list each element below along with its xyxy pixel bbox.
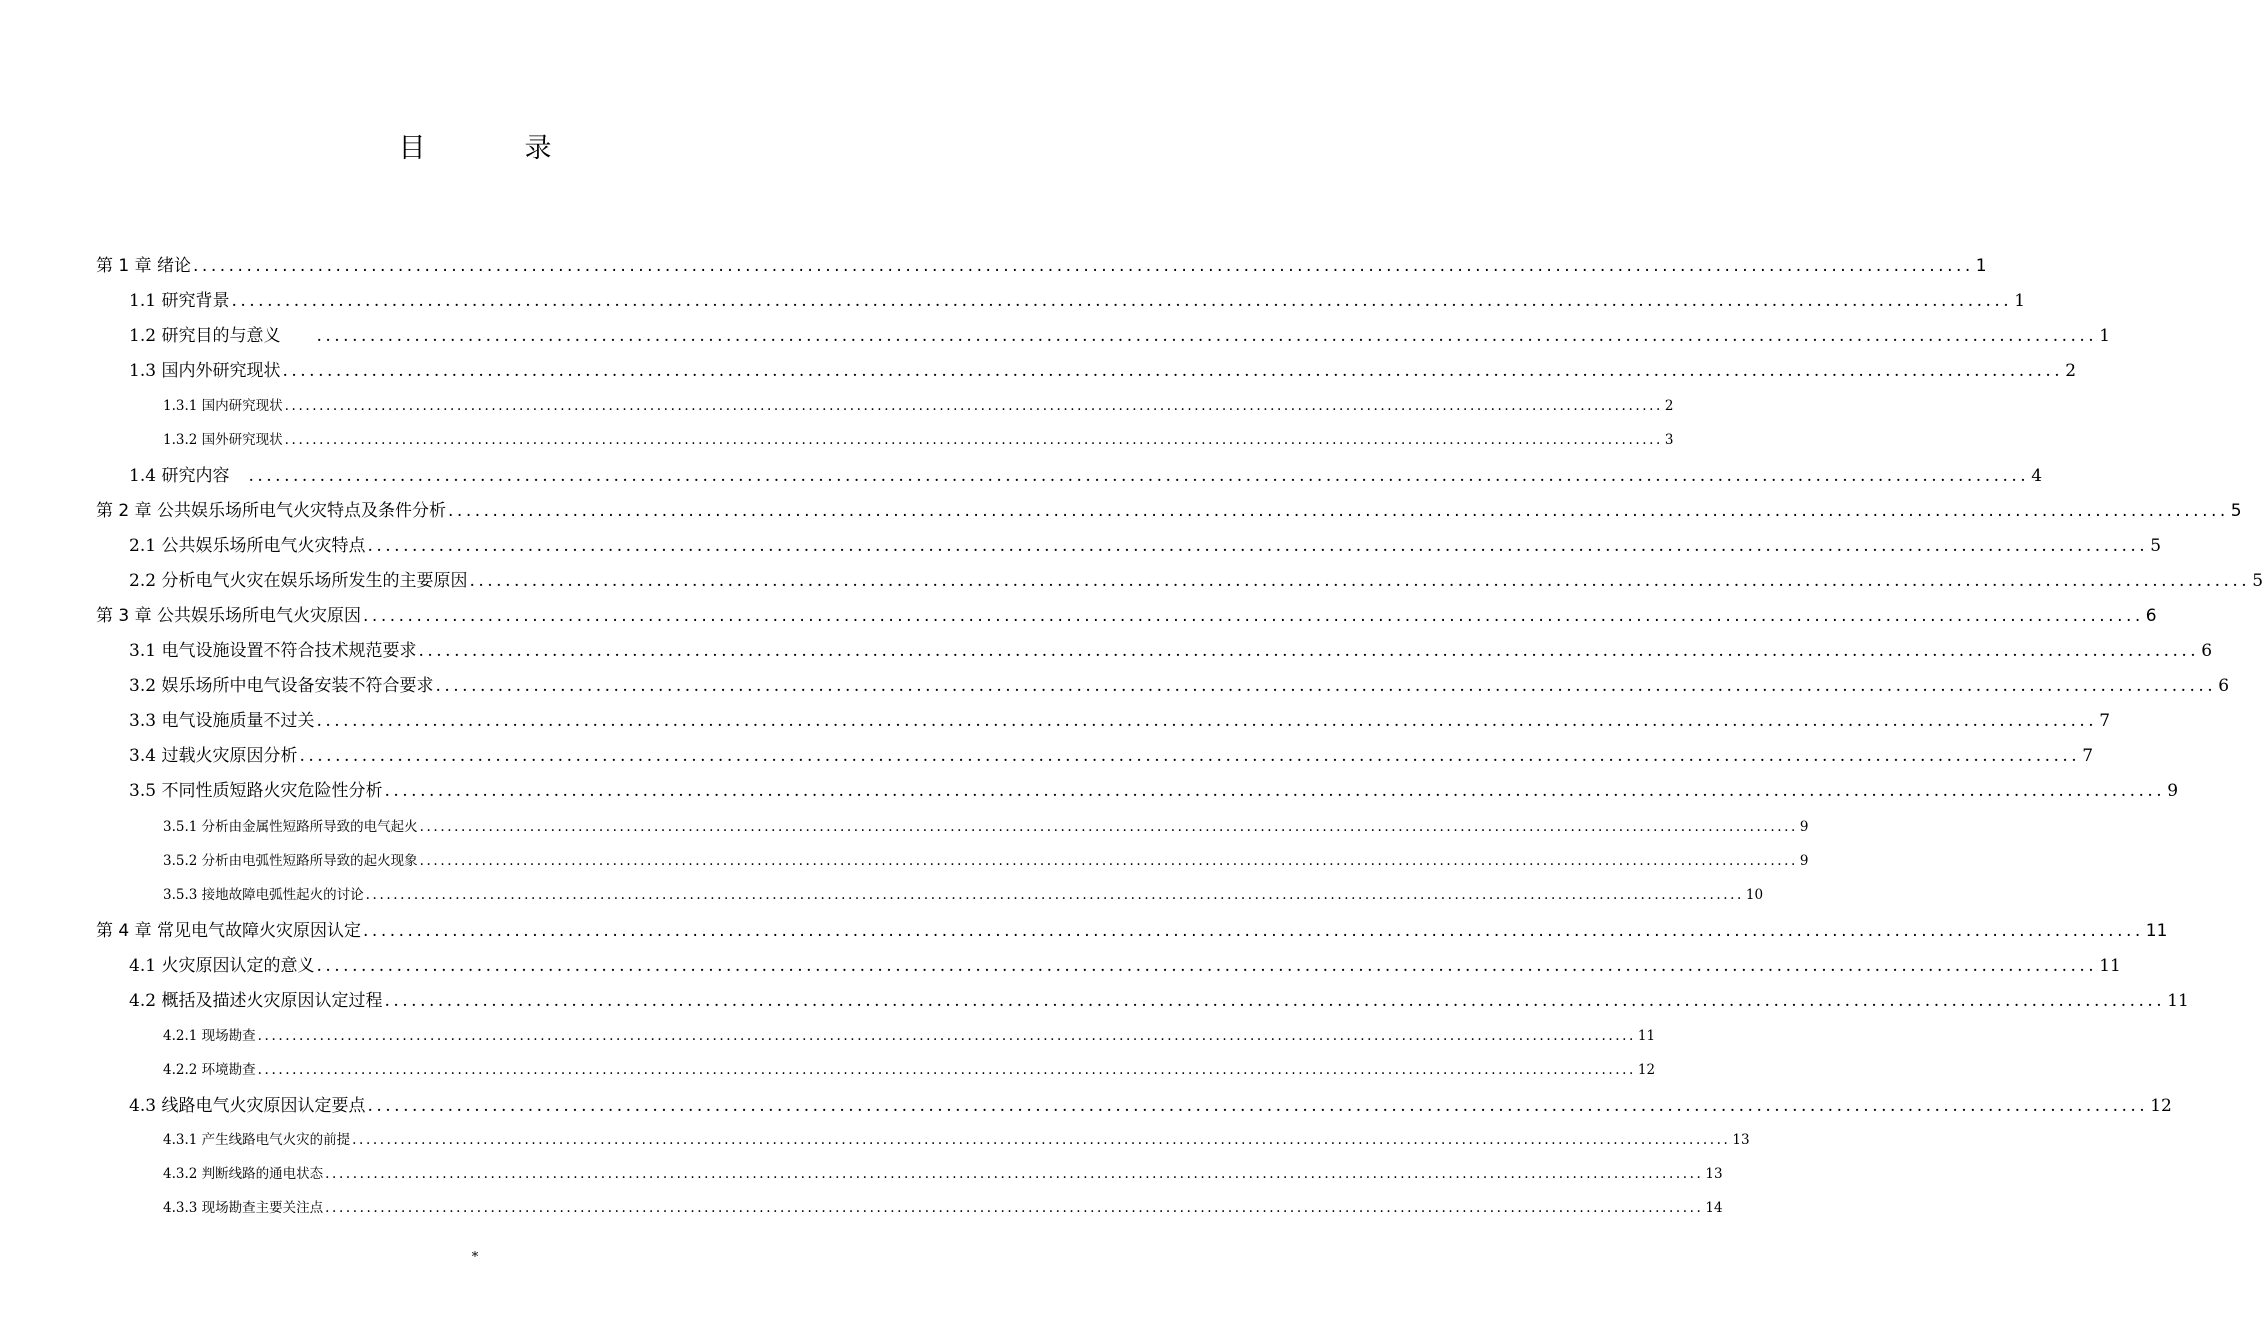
toc-page-number: 11	[2167, 991, 2189, 1011]
toc-page-number: 9	[1799, 853, 1809, 869]
toc-entry[interactable]	[163, 1162, 1723, 1182]
toc-leader-dots: ........................................................................................................................................................................................................	[363, 921, 2144, 941]
toc-leader-dots: ........................................................................................................................................................................................................	[367, 536, 2149, 556]
toc-page-number: 9	[2167, 781, 2179, 801]
toc-leader-dots: ........................................................................................................................................................................................................	[384, 781, 2166, 801]
toc-leader-dots: ........................................................................................................................................................................................................	[316, 326, 2098, 346]
toc-leader-dots: ........................................................................................................................................................................................................	[325, 1200, 1704, 1216]
toc-entry[interactable]	[163, 815, 1809, 835]
toc-page-number: 1	[2099, 326, 2111, 346]
toc-entry[interactable]	[96, 496, 2242, 521]
toc-entry[interactable]	[129, 356, 2077, 381]
toc-page-number: 5	[2252, 571, 2263, 591]
toc-page-number: 13	[1705, 1166, 1723, 1182]
toc-page-number: 1	[1975, 256, 1987, 276]
toc-entry[interactable]	[129, 1091, 2172, 1116]
toc-entry-title: 3.3 电气设施质量不过关	[129, 711, 315, 731]
toc-leader-dots: ........................................................................................................................................................................................................	[284, 398, 1663, 414]
toc-entry-title: 1.3.1 国内研究现状	[163, 398, 283, 414]
toc-leader-dots: ........................................................................................................................................................................................................	[231, 291, 2013, 311]
page-footer-mark: *	[471, 1250, 479, 1265]
toc-entry-title: 3.5 不同性质短路火灾危险性分析	[129, 781, 383, 801]
toc-page-number: 11	[1637, 1028, 1656, 1044]
toc-page-number: 4	[2031, 466, 2043, 486]
toc-entry-title: 3.1 电气设施设置不符合技术规范要求	[129, 641, 417, 661]
toc-entry-title: 4.3 线路电气火灾原因认定要点	[129, 1096, 366, 1116]
toc-leader-dots: ........................................................................................................................................................................................................	[419, 853, 1798, 869]
toc-entry[interactable]	[129, 286, 2026, 311]
toc-leader-dots: ........................................................................................................................................................................................................	[384, 991, 2166, 1011]
toc-page-number: 6	[2201, 641, 2213, 661]
toc-page-number: 14	[1705, 1200, 1723, 1216]
toc-entry-title: 4.3.3 现场勘查主要关注点	[163, 1200, 324, 1216]
toc-page-number: 1	[2014, 291, 2026, 311]
toc-page-number: 5	[2150, 536, 2162, 556]
toc-entry[interactable]	[163, 849, 1809, 869]
toc-entry[interactable]	[129, 636, 2213, 661]
toc-page-number: 6	[2218, 676, 2230, 696]
toc-page-number: 2	[2065, 361, 2077, 381]
toc-page-number: 10	[1745, 887, 1764, 903]
toc-entry-title: 1.2 研究目的与意义	[129, 326, 315, 346]
toc-entry-title: 1.3 国内外研究现状	[129, 361, 281, 381]
toc-page-number: 2	[1664, 398, 1674, 414]
toc-entry-title: 4.3.1 产生线路电气火灾的前提	[163, 1132, 351, 1148]
toc-entry[interactable]	[129, 951, 2121, 976]
toc-entry-title: 2.1 公共娱乐场所电气火灾特点	[129, 536, 366, 556]
toc-entry-title: 第 3 章 公共娱乐场所电气火灾原因	[96, 606, 362, 626]
toc-leader-dots: ........................................................................................................................................................................................................	[299, 746, 2081, 766]
toc-entry-title: 3.4 过载火灾原因分析	[129, 746, 298, 766]
toc-entry[interactable]	[163, 1196, 1723, 1216]
toc-leader-dots: ........................................................................................................................................................................................................	[248, 466, 2030, 486]
toc-entry-title: 4.2.1 现场勘查	[163, 1028, 256, 1044]
toc-page-number: 13	[1732, 1132, 1750, 1148]
toc-entry[interactable]	[163, 1058, 1656, 1078]
toc-entry[interactable]	[129, 706, 2111, 731]
toc-page-number: 6	[2145, 606, 2157, 626]
toc-leader-dots: ........................................................................................................................................................................................................	[282, 361, 2064, 381]
toc-leader-dots: ........................................................................................................................................................................................................	[435, 676, 2217, 696]
toc-page-number: 5	[2230, 501, 2242, 521]
toc-page-number: 11	[2145, 921, 2168, 941]
toc-entry[interactable]	[163, 1128, 1750, 1148]
toc-entry-title: 3.2 娱乐场所中电气设备安装不符合要求	[129, 676, 434, 696]
toc-leader-dots: ........................................................................................................................................................................................................	[448, 501, 2229, 521]
toc-entry[interactable]	[163, 883, 1764, 903]
toc-entry-title: 3.5.3 接地故障电弧性起火的讨论	[163, 887, 364, 903]
toc-entry-title: 4.1 火灾原因认定的意义	[129, 956, 315, 976]
toc-entry[interactable]	[129, 776, 2179, 801]
toc-leader-dots: ........................................................................................................................................................................................................	[365, 887, 1744, 903]
toc-entry-title: 第 2 章 公共娱乐场所电气火灾特点及条件分析	[96, 501, 447, 521]
toc-entry-title: 3.5.2 分析由电弧性短路所导致的起火现象	[163, 853, 418, 869]
toc-leader-dots: ........................................................................................................................................................................................................	[316, 956, 2098, 976]
toc-leader-dots: ........................................................................................................................................................................................................	[352, 1132, 1731, 1148]
toc-leader-dots: ........................................................................................................................................................................................................	[469, 571, 2251, 591]
toc-entry[interactable]	[96, 916, 2168, 941]
toc-entry-title: 第 1 章 绪论	[96, 256, 192, 276]
toc-entry-title: 4.3.2 判断线路的通电状态	[163, 1166, 324, 1182]
toc-entry-title: 4.2 概括及描述火灾原因认定过程	[129, 991, 383, 1011]
toc-entry-title: 2.2 分析电气火灾在娱乐场所发生的主要原因	[129, 571, 468, 591]
toc-page-number: 7	[2099, 711, 2111, 731]
toc-leader-dots: ........................................................................................................................................................................................................	[363, 606, 2144, 626]
toc-page-number: 12	[2150, 1096, 2172, 1116]
toc-entry[interactable]	[96, 251, 1987, 276]
toc-entry[interactable]	[129, 321, 2111, 346]
toc-entry[interactable]	[163, 394, 1674, 414]
toc-page-number: 7	[2082, 746, 2094, 766]
toc-entry[interactable]	[129, 531, 2162, 556]
toc-entry-title: 第 4 章 常见电气故障火灾原因认定	[96, 921, 362, 941]
toc-leader-dots: ........................................................................................................................................................................................................	[367, 1096, 2149, 1116]
toc-page-number: 11	[2099, 956, 2121, 976]
toc-leader-dots: ........................................................................................................................................................................................................	[193, 256, 1974, 276]
toc-entry[interactable]	[129, 986, 2189, 1011]
toc-entry[interactable]	[163, 428, 1674, 448]
toc-page-number: 9	[1799, 819, 1809, 835]
toc-entry-title: 1.1 研究背景	[129, 291, 230, 311]
toc-leader-dots: ........................................................................................................................................................................................................	[418, 641, 2200, 661]
toc-entry[interactable]	[129, 461, 2043, 486]
toc-leader-dots: ........................................................................................................................................................................................................	[257, 1062, 1636, 1078]
page-title: 目 录	[398, 133, 588, 164]
toc-entry[interactable]	[129, 741, 2094, 766]
toc-leader-dots: ........................................................................................................................................................................................................	[316, 711, 2098, 731]
toc-entry-title: 4.2.2 环境勘查	[163, 1062, 256, 1078]
toc-entry-title: 3.5.1 分析由金属性短路所导致的电气起火	[163, 819, 418, 835]
toc-page-number: 12	[1637, 1062, 1656, 1078]
toc-leader-dots: ........................................................................................................................................................................................................	[325, 1166, 1704, 1182]
toc-entry-title: 1.4 研究内容	[129, 466, 247, 486]
toc-page-number: 3	[1664, 432, 1674, 448]
toc-leader-dots: ........................................................................................................................................................................................................	[257, 1028, 1636, 1044]
toc-entry[interactable]	[129, 671, 2230, 696]
toc-leader-dots: ........................................................................................................................................................................................................	[284, 432, 1663, 448]
toc-entry-title: 1.3.2 国外研究现状	[163, 432, 283, 448]
toc-entry[interactable]	[163, 1024, 1656, 1044]
toc-entry[interactable]	[96, 601, 2157, 626]
toc-leader-dots: ........................................................................................................................................................................................................	[419, 819, 1798, 835]
toc-entry[interactable]	[129, 566, 2263, 591]
